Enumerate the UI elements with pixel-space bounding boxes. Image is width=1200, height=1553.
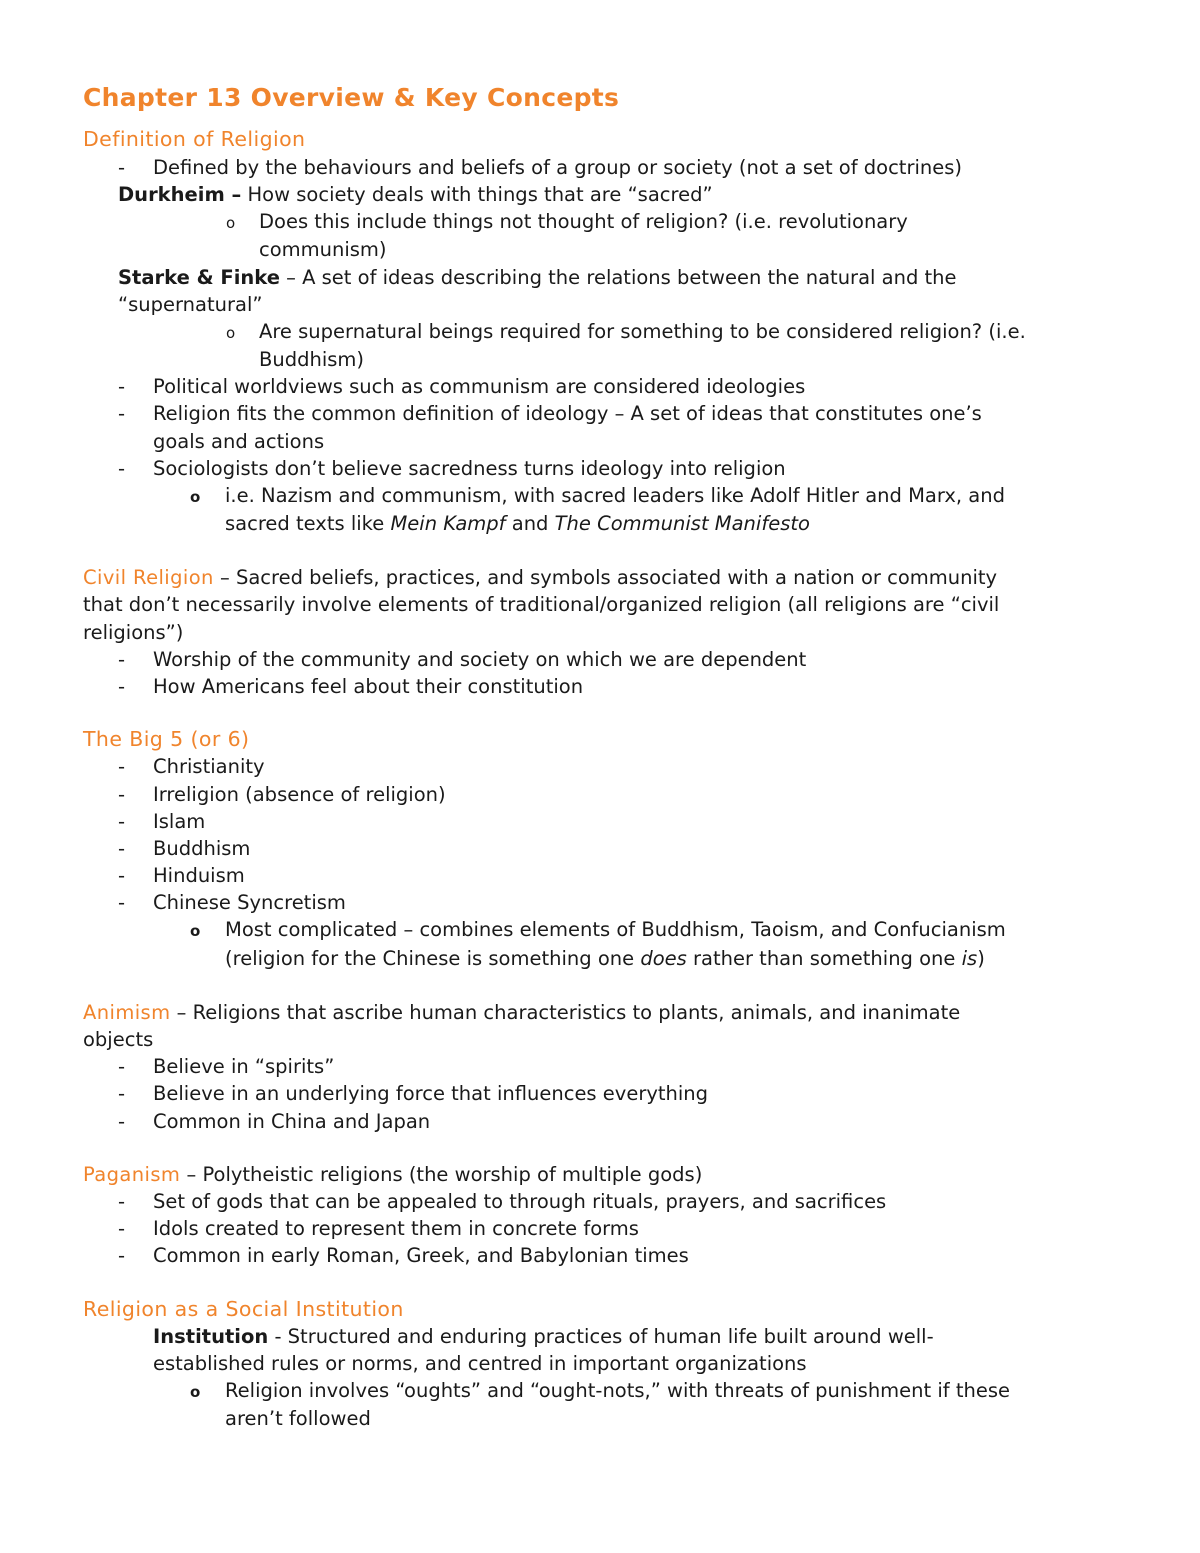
- dash-bullet: -: [118, 891, 126, 914]
- dash-bullet: -: [118, 1110, 126, 1133]
- section-heading-big5: The Big 5 (or 6): [83, 727, 250, 751]
- term-institution: Institution: [153, 1325, 269, 1348]
- circle-bullet: o: [190, 1383, 201, 1401]
- dash-bullet: -: [118, 1217, 126, 1240]
- sub-list-item-cont: aren’t followed: [225, 1407, 371, 1430]
- sub-list-item-cont: [225, 945, 985, 972]
- sub-list-item-cont: communism): [259, 238, 387, 261]
- term-durkheim: Durkheim –: [118, 183, 242, 206]
- dash-bullet: -: [118, 837, 126, 860]
- text: rather than something one: [686, 947, 962, 970]
- dash-bullet: -: [118, 755, 126, 778]
- paganism-paragraph: [83, 1161, 702, 1188]
- list-item: Set of gods that can be appealed to through rituals, prayers, and sacrifices: [153, 1190, 887, 1213]
- book-title: Mein Kampf: [390, 512, 506, 535]
- animism-paragraph: [83, 999, 960, 1026]
- dash-bullet: -: [118, 1055, 126, 1078]
- list-item: Religion fits the common definition of ideology – A set of ideas that constitutes one’s: [153, 402, 982, 425]
- page-title: Chapter 13 Overview & Key Concepts: [83, 83, 620, 112]
- institution-definition: [153, 1323, 934, 1350]
- section-heading-definition: Definition of Religion: [83, 127, 306, 151]
- dash-bullet: -: [118, 402, 126, 425]
- paragraph-line: religions”): [83, 621, 184, 644]
- starke-text: – A set of ideas describing the relations between the natural and the: [279, 266, 957, 289]
- book-title: The Communist Manifesto: [554, 512, 810, 535]
- sub-list-item: Religion involves “oughts” and “ought-nots,” with threats of punishment if these: [225, 1379, 1011, 1402]
- sub-list-item: Most complicated – combines elements of Buddhism, Taoism, and Confucianism: [225, 918, 1006, 941]
- list-item: Chinese Syncretism: [153, 891, 346, 914]
- text: and: [505, 512, 555, 535]
- starke-text-cont: “supernatural”: [118, 293, 263, 316]
- term-starke-finke: Starke & Finke: [118, 266, 280, 289]
- sub-list-item-cont: [225, 510, 810, 537]
- section-heading-civil: Civil Religion: [83, 566, 214, 589]
- list-item: Islam: [153, 810, 206, 833]
- text: – Religions that ascribe human characteristics to plants, animals, and inanimate: [170, 1001, 961, 1024]
- emphasis: is: [961, 947, 978, 970]
- text: ): [977, 947, 985, 970]
- dash-bullet: -: [118, 648, 126, 671]
- list-item: Believe in “spirits”: [153, 1055, 335, 1078]
- sub-list-item-cont: Buddhism): [259, 348, 365, 371]
- text: – Polytheistic religions (the worship of multiple gods): [180, 1163, 703, 1186]
- dash-bullet: -: [118, 375, 126, 398]
- list-item: Believe in an underlying force that influences everything: [153, 1082, 709, 1105]
- text: sacred texts like: [225, 512, 391, 535]
- section-heading-animism: Animism: [83, 1001, 171, 1024]
- list-item: Common in China and Japan: [153, 1110, 431, 1133]
- paragraph-line: that don’t necessarily involve elements of traditional/organized religion (all religions are “civil: [83, 593, 1000, 616]
- list-item-cont: goals and actions: [153, 430, 325, 453]
- dash-bullet: -: [118, 1190, 126, 1213]
- list-item: Defined by the behaviours and beliefs of a group or society (not a set of doctrines): [153, 156, 963, 179]
- list-item: Idols created to represent them in concrete forms: [153, 1217, 639, 1240]
- circle-bullet: o: [226, 324, 236, 342]
- dash-bullet: -: [118, 810, 126, 833]
- dash-bullet: -: [118, 156, 126, 179]
- durkheim-definition: [118, 181, 713, 208]
- emphasis: does: [640, 947, 687, 970]
- civil-religion-paragraph: [83, 564, 997, 591]
- list-item: How Americans feel about their constitution: [153, 675, 584, 698]
- section-heading-institution: Religion as a Social Institution: [83, 1297, 404, 1321]
- text: (religion for the Chinese is something one: [225, 947, 641, 970]
- text: - Structured and enduring practices of human life built around well-: [268, 1325, 934, 1348]
- dash-bullet: -: [118, 1244, 126, 1267]
- text: – Sacred beliefs, practices, and symbols associated with a nation or community: [213, 566, 998, 589]
- sub-list-item: Are supernatural beings required for something to be considered religion? (i.e.: [259, 320, 1026, 343]
- list-item: Irreligion (absence of religion): [153, 783, 446, 806]
- circle-bullet: o: [226, 214, 236, 232]
- dash-bullet: -: [118, 1082, 126, 1105]
- list-item: Sociologists don’t believe sacredness turns ideology into religion: [153, 457, 786, 480]
- list-item: Worship of the community and society on which we are dependent: [153, 648, 807, 671]
- circle-bullet: o: [190, 488, 201, 506]
- starke-definition: [118, 264, 957, 291]
- paragraph-line: established rules or norms, and centred in important organizations: [153, 1352, 807, 1375]
- sub-list-item: i.e. Nazism and communism, with sacred leaders like Adolf Hitler and Marx, and: [225, 484, 1005, 507]
- list-item: Common in early Roman, Greek, and Babylonian times: [153, 1244, 689, 1267]
- dash-bullet: -: [118, 675, 126, 698]
- sub-list-item: Does this include things not thought of religion? (i.e. revolutionary: [259, 210, 908, 233]
- circle-bullet: o: [190, 922, 201, 940]
- dash-bullet: -: [118, 457, 126, 480]
- dash-bullet: -: [118, 783, 126, 806]
- durkheim-text: How society deals with things that are “sacred”: [241, 183, 713, 206]
- list-item: Hinduism: [153, 864, 245, 887]
- paragraph-line: objects: [83, 1028, 154, 1051]
- list-item: Buddhism: [153, 837, 251, 860]
- section-heading-paganism: Paganism: [83, 1163, 181, 1186]
- list-item: Political worldviews such as communism are considered ideologies: [153, 375, 806, 398]
- list-item: Christianity: [153, 755, 265, 778]
- dash-bullet: -: [118, 864, 126, 887]
